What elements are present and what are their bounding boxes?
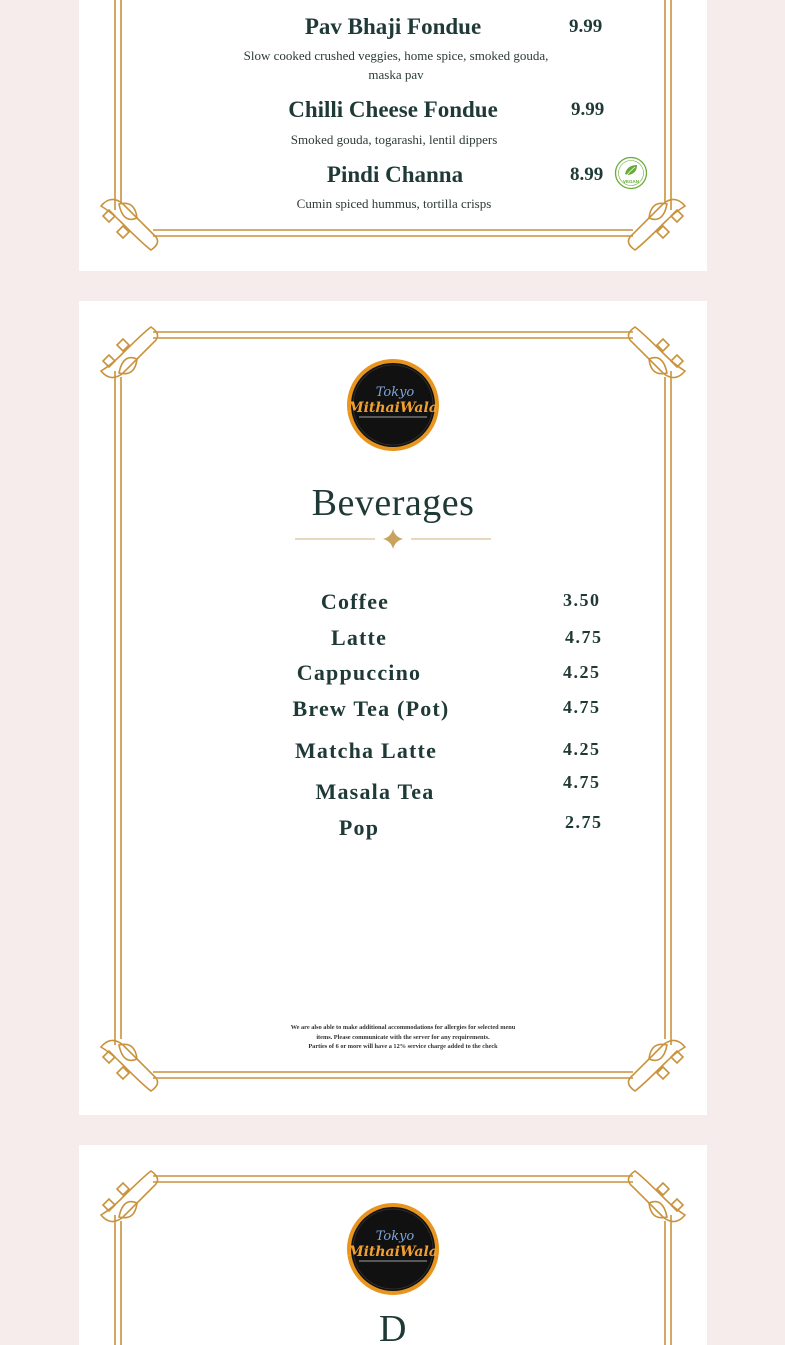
- beverage-name: Coffee: [320, 589, 390, 614]
- beverage-name: Cappuccino: [296, 660, 422, 685]
- menu-item-price: 9.99: [569, 16, 603, 37]
- menu-page-beverages: [79, 301, 707, 1115]
- beverage-name: Pop: [338, 815, 380, 840]
- note-line: Parties of 6 or more will have a 12% service charge added to the check: [308, 1043, 498, 1050]
- note-line: We are also able to make additional accommodations for allergies for selected menu: [290, 1024, 516, 1031]
- description-line: Slow cooked crushed veggies, home spice, smoked gouda,: [243, 48, 549, 63]
- beverage-price: 3.50: [563, 590, 601, 610]
- title-divider-ornament: [293, 529, 493, 549]
- menu-item-price: 9.99: [571, 99, 605, 120]
- menu-item-name: Pav Bhaji Fondue: [304, 14, 482, 39]
- beverage-name: Matcha Latte: [294, 738, 438, 763]
- beverage-name: Brew Tea (Pot): [292, 696, 450, 721]
- tokyo-mithaiwala-logo: [345, 357, 441, 453]
- beverage-price: 4.75: [565, 627, 603, 647]
- menu-item-description: Smoked gouda, togarashi, lentil dippers: [290, 132, 498, 147]
- tokyo-mithaiwala-logo: [345, 1201, 441, 1297]
- menu-item-price: 8.99: [570, 164, 604, 185]
- note-line: items. Please communicate with the server for any requirements.: [316, 1033, 490, 1041]
- description-line: maska pav: [368, 67, 424, 82]
- menu-item-name: Chilli Cheese Fondue: [288, 97, 498, 122]
- menu-item-description: Cumin spiced hummus, tortilla crisps: [296, 196, 492, 211]
- section-title-partial: D: [379, 1308, 407, 1345]
- allergy-service-note: [229, 1023, 577, 1052]
- beverage-price: 4.25: [563, 739, 601, 759]
- vegan-leaf-icon: [614, 156, 648, 190]
- beverage-name: Masala Tea: [315, 779, 435, 804]
- menu-page-next: [79, 1145, 707, 1345]
- beverage-name: Latte: [330, 625, 388, 650]
- logo-text-top: Tokyo: [375, 385, 415, 400]
- menu-page-appetizers: [79, 0, 707, 271]
- logo-text-bottom: MithaiWala: [348, 1244, 438, 1260]
- beverage-price: 4.75: [563, 772, 601, 792]
- menu-item-description: [226, 46, 566, 84]
- beverage-price: 4.75: [563, 697, 601, 717]
- logo-text-bottom: MithaiWala: [348, 400, 438, 416]
- logo-text-top: Tokyo: [375, 1229, 415, 1244]
- vegan-badge-label: VEGAN: [622, 179, 640, 184]
- menu-item-name: Pindi Channa: [326, 162, 464, 187]
- beverage-price: 4.25: [563, 662, 601, 682]
- section-title: Beverages: [311, 482, 475, 524]
- beverage-price: 2.75: [565, 812, 603, 832]
